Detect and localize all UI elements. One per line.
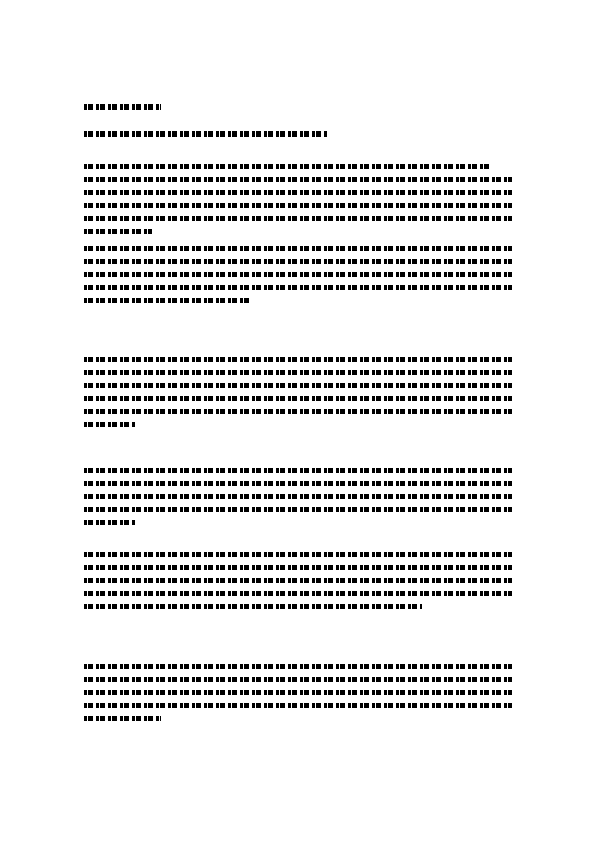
text-line <box>84 285 512 290</box>
text-line <box>84 131 328 137</box>
text-line <box>84 259 512 264</box>
text-line <box>84 690 512 695</box>
text-line <box>84 177 512 182</box>
text-line <box>84 604 422 609</box>
paragraph-1 <box>84 164 512 242</box>
text-line <box>84 370 512 375</box>
text-line <box>84 422 135 427</box>
text-line <box>84 357 512 362</box>
text-line <box>84 164 491 169</box>
text-line <box>84 216 512 221</box>
text-line <box>84 468 512 473</box>
text-line <box>84 190 512 195</box>
text-line <box>84 565 512 570</box>
text-line <box>84 481 512 486</box>
text-line <box>84 520 135 525</box>
text-line <box>84 552 512 557</box>
paragraph-2 <box>84 246 512 311</box>
text-line <box>84 703 512 708</box>
text-line <box>84 409 512 414</box>
paragraph-4 <box>84 468 512 533</box>
text-line <box>84 591 512 596</box>
text-line <box>84 272 512 277</box>
text-line <box>84 664 512 669</box>
paragraph-6 <box>84 664 512 729</box>
paragraph-5 <box>84 552 512 617</box>
text-line <box>84 677 512 682</box>
subheading <box>84 131 512 145</box>
heading <box>84 104 512 118</box>
text-line <box>84 507 512 512</box>
text-line <box>84 383 512 388</box>
text-line <box>84 494 512 499</box>
text-line <box>84 716 161 721</box>
text-line <box>84 578 512 583</box>
text-line <box>84 229 152 234</box>
text-line <box>84 246 512 251</box>
text-line <box>84 203 512 208</box>
text-line <box>84 298 251 303</box>
text-line <box>84 104 161 110</box>
text-line <box>84 396 512 401</box>
paragraph-3 <box>84 357 512 435</box>
